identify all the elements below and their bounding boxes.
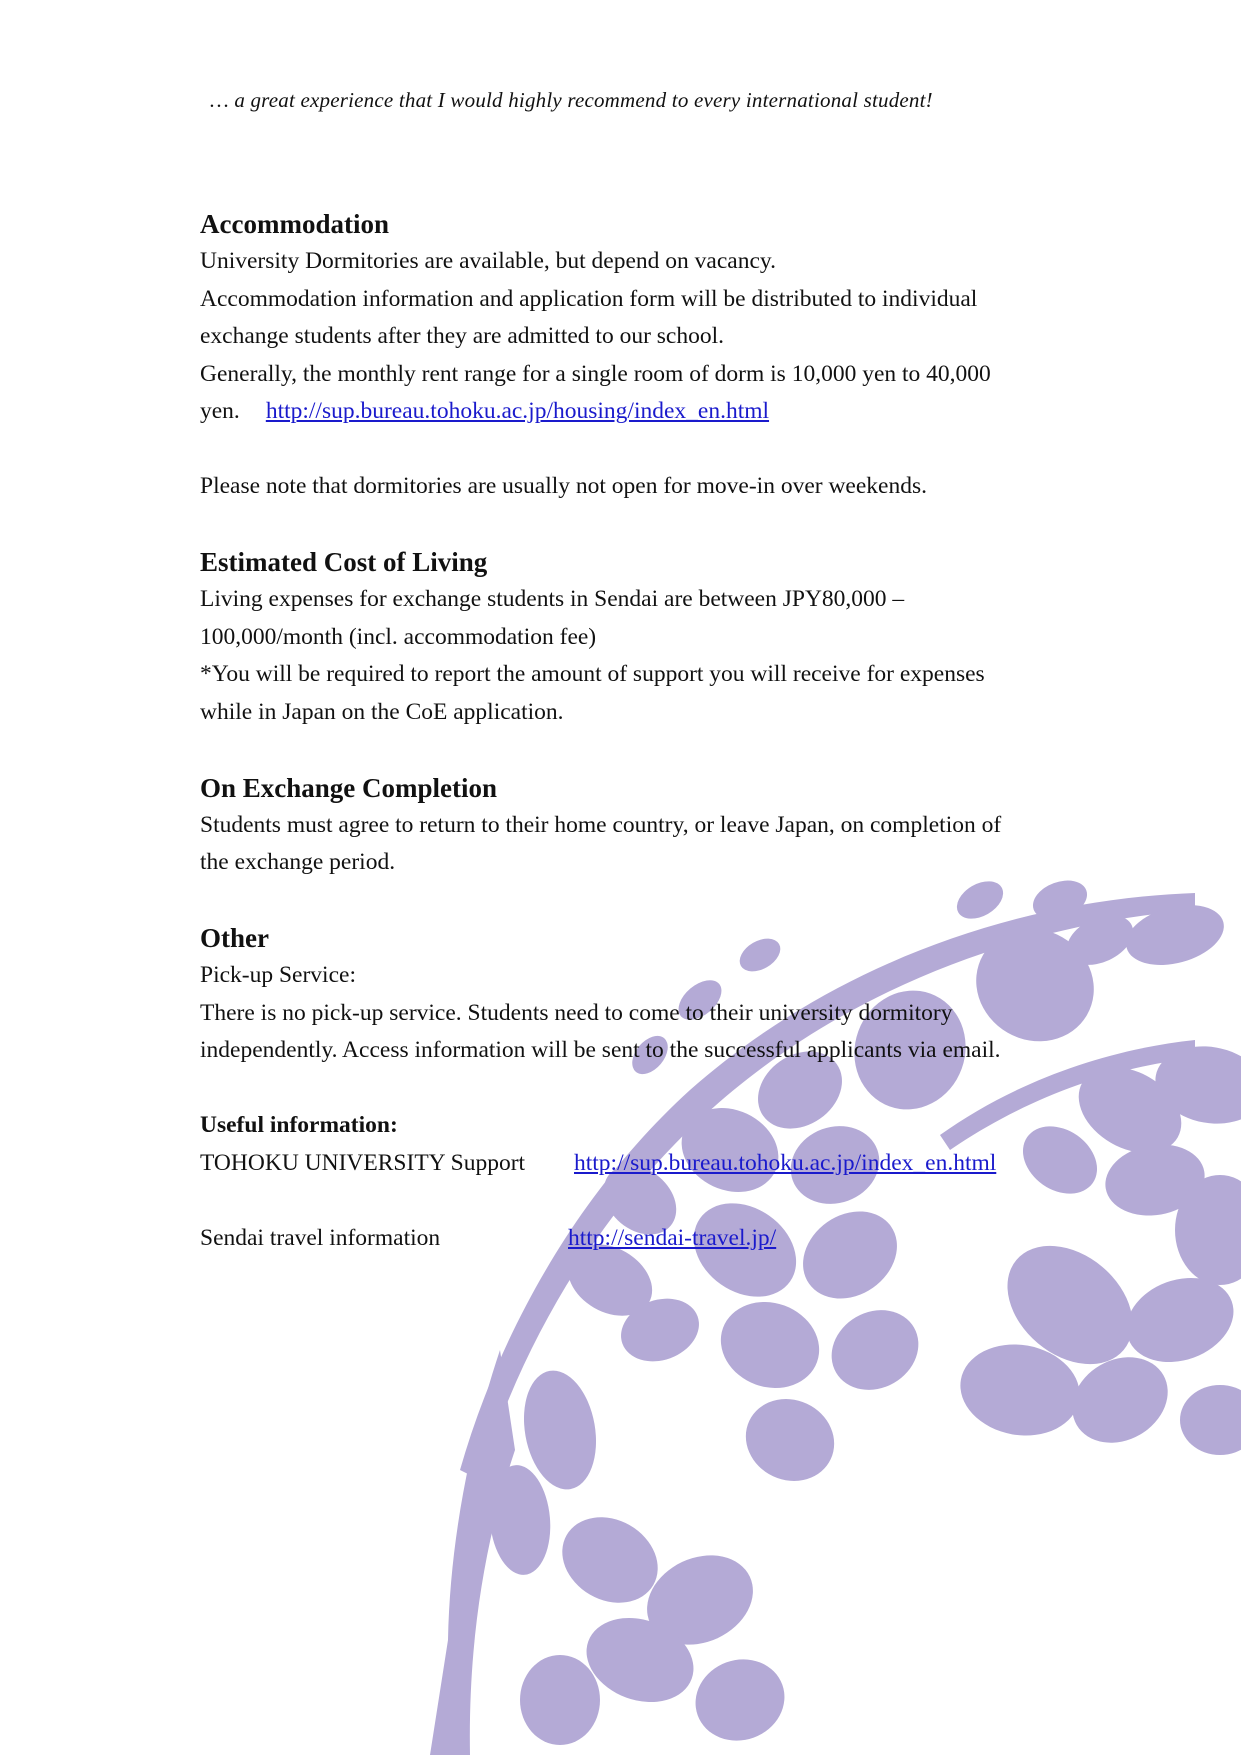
text-line: Generally, the monthly rent range for a single room of dorm is 10,000 yen to 40,000 — [200, 360, 991, 387]
text-line: Pick-up Service: — [200, 962, 356, 988]
housing-link[interactable]: http://sup.bureau.tohoku.ac.jp/housing/index_en.html — [265, 398, 770, 424]
text-line — [200, 393, 1080, 431]
text-line: Students must agree to return to their home country, or leave Japan, on completion of — [200, 811, 1002, 838]
section-heading-other: Other — [200, 923, 269, 953]
text-line: the exchange period. — [200, 849, 396, 875]
spacer — [200, 731, 1080, 769]
travel-link[interactable]: http://sendai-travel.jp/ — [568, 1224, 777, 1251]
text-line: exchange students after they are admitted to our school. — [200, 323, 724, 349]
travel-label: Sendai travel information — [200, 1224, 441, 1251]
section-heading-cost-of-living: Estimated Cost of Living — [200, 547, 488, 577]
text-line: *You will be required to report the amount of support you will receive for expenses — [200, 661, 985, 687]
spacer — [200, 882, 1080, 920]
spacer — [200, 1070, 1080, 1108]
text-line: Living expenses for exchange students in Sendai are between JPY80,000 – — [200, 586, 905, 612]
text-line: University Dormitories are available, but depend on vacancy. — [200, 248, 776, 274]
useful-information-heading: Useful information: — [200, 1112, 398, 1138]
support-link[interactable]: http://sup.bureau.tohoku.ac.jp/index_en.html — [574, 1149, 997, 1176]
text-line: Accommodation information and application form will be distributed to individual — [200, 285, 978, 312]
text-line: independently. Access information will be sent to the successful applicants via email. — [200, 1037, 1001, 1063]
text-line: 100,000/month (incl. accommodation fee) — [200, 623, 597, 650]
document-body — [200, 205, 1080, 1257]
text-line: while in Japan on the CoE application. — [200, 698, 564, 725]
support-label: TOHOKU UNIVERSITY Support — [200, 1149, 526, 1176]
text-fragment: yen. — [200, 398, 240, 424]
dormitory-note: Please note that dormitories are usually not open for move-in over weekends. — [200, 473, 927, 499]
testimonial-quote: … a great experience that I would highly recommend to every international student! — [210, 88, 933, 112]
spacer — [200, 1182, 1080, 1220]
section-heading-accommodation: Accommodation — [200, 209, 389, 239]
spacer — [200, 431, 1080, 469]
text-line: There is no pick-up service. Students need to come to their university dormitory — [200, 999, 953, 1026]
support-row — [200, 1145, 1080, 1183]
travel-row — [200, 1220, 1080, 1258]
section-heading-exchange-completion: On Exchange Completion — [200, 772, 498, 803]
spacer — [200, 506, 1080, 544]
